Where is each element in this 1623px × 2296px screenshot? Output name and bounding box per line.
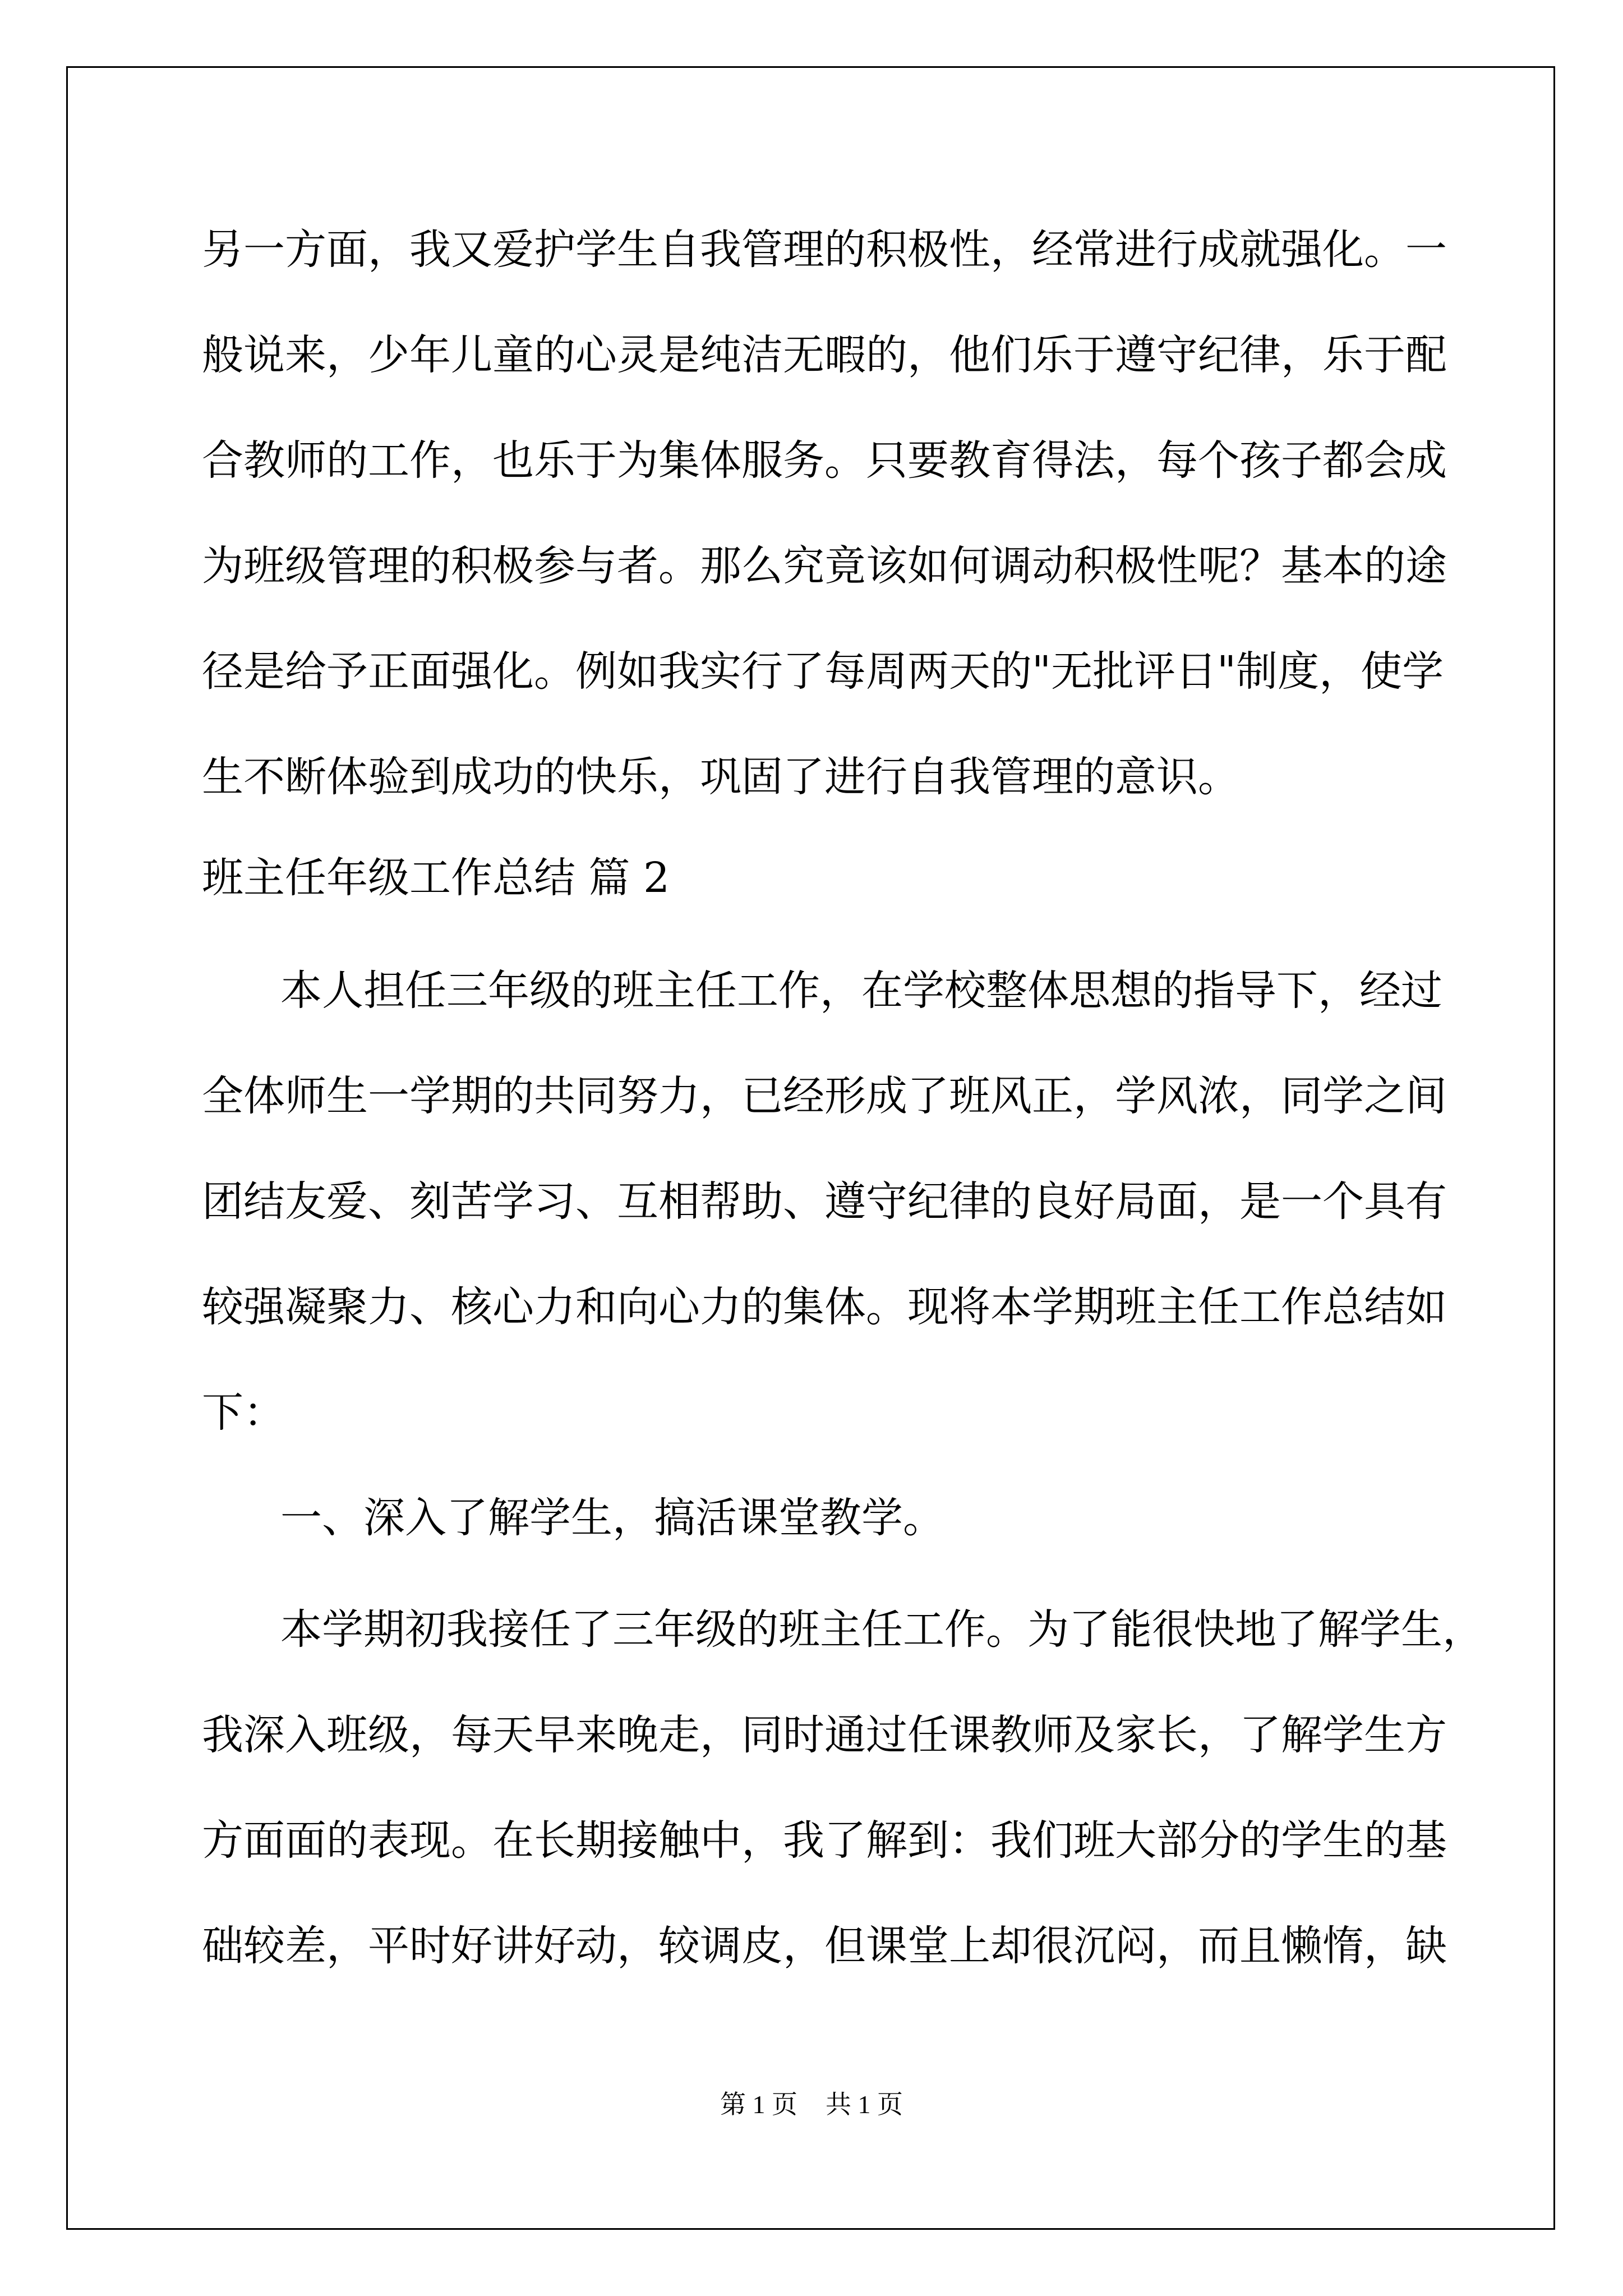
- body-line: 另一方面，我又爱护学生自我管理的积极性，经常进行成就强化。一: [202, 226, 1447, 274]
- body-line: 为班级管理的积极参与者。那么究竟该如何调动积极性呢？基本的途: [202, 542, 1447, 590]
- section-heading: 班主任年级工作总结 篇 2: [202, 854, 670, 902]
- body-line: 本学期初我接任了三年级的班主任工作。为了能很快地了解学生，: [280, 1605, 1484, 1654]
- page-footer: [0, 2088, 1623, 2122]
- body-line: 全体师生一学期的共同努力，已经形成了班风正，学风浓，同学之间: [202, 1072, 1447, 1120]
- page-border: [66, 66, 1555, 2230]
- subsection-heading: 一、深入了解学生，搞活课堂教学。: [280, 1494, 944, 1542]
- body-line: 般说来，少年儿童的心灵是纯洁无暇的，他们乐于遵守纪律，乐于配: [202, 331, 1447, 379]
- body-line: 我深入班级，每天早来晚走，同时通过任课教师及家长，了解学生方: [202, 1711, 1447, 1759]
- body-line: 本人担任三年级的班主任工作，在学校整体思想的指导下，经过: [280, 967, 1442, 1015]
- body-line: 合教师的工作，也乐于为集体服务。只要教育得法，每个孩子都会成: [202, 436, 1447, 485]
- body-line: 较强凝聚力、核心力和向心力的集体。现将本学期班主任工作总结如: [202, 1283, 1447, 1331]
- body-line: 团结友爱、刻苦学习、互相帮助、遵守纪律的良好局面，是一个具有: [202, 1177, 1447, 1226]
- body-line: 础较差，平时好讲好动，较调皮，但课堂上却很沉闷，而且懒惰，缺: [202, 1922, 1447, 1970]
- body-line: 方面面的表现。在长期接触中，我了解到：我们班大部分的学生的基: [202, 1816, 1447, 1865]
- body-line: 生不断体验到成功的快乐，巩固了进行自我管理的意识。: [202, 753, 1239, 801]
- page-total: 共 1 页: [826, 2090, 903, 2119]
- body-line: 下：: [202, 1388, 285, 1437]
- body-line: 径是给予正面强化。例如我实行了每周两天的"无批评日"制度，使学: [202, 647, 1444, 696]
- page-number: 第 1 页: [720, 2090, 797, 2119]
